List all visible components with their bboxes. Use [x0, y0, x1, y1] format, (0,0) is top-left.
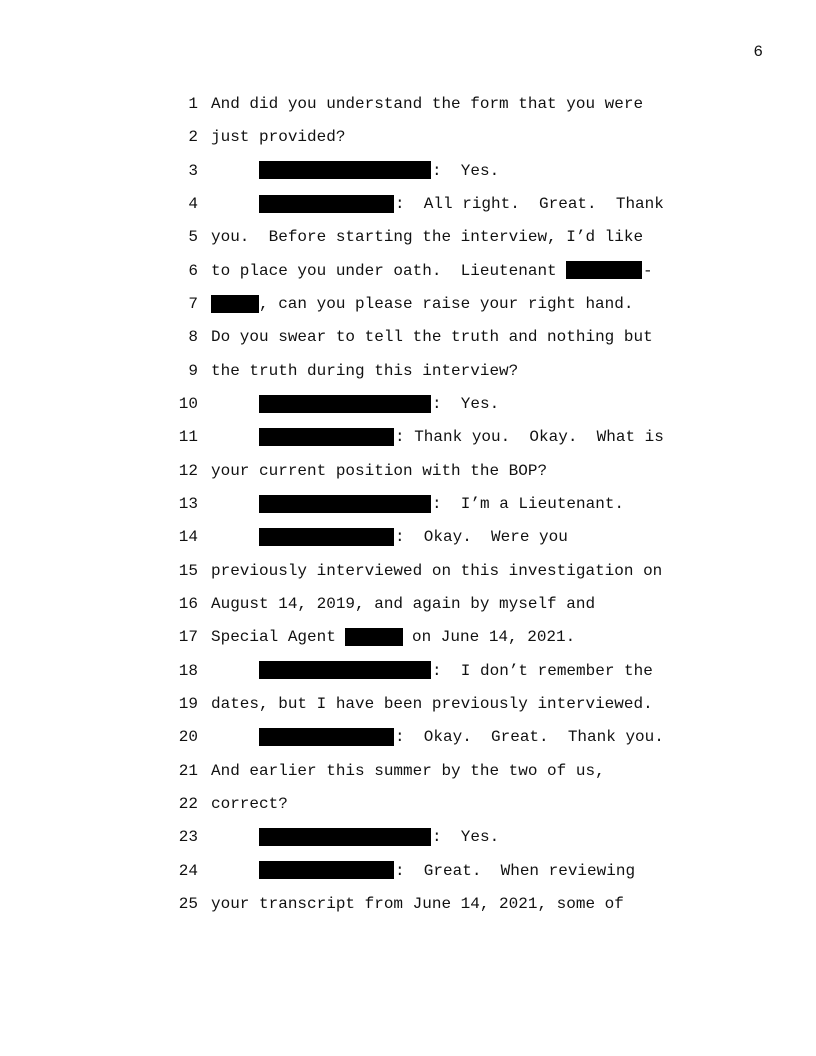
line-number: 4 [188, 195, 198, 213]
line-text: correct? [211, 795, 288, 813]
line-number: 20 [178, 728, 198, 746]
redaction-bar [259, 495, 431, 513]
line-number: 9 [188, 362, 198, 380]
redaction-bar [259, 828, 431, 846]
line-text: your transcript from June 14, 2021, some of [211, 895, 624, 913]
line-text: previously interviewed on this investigation on [211, 562, 663, 580]
line-text: just provided? [211, 128, 346, 146]
line-text: dates, but I have been previously interviewed. [211, 695, 653, 713]
line-number: 13 [178, 495, 198, 513]
redaction-bar [259, 395, 431, 413]
line-text: : Yes. [432, 828, 500, 846]
line-number: 2 [188, 128, 198, 146]
line-number: 12 [178, 462, 198, 480]
line-text: on June 14, 2021. [412, 628, 576, 646]
line-number: 6 [188, 262, 198, 280]
line-text: : I don’t remember the [432, 662, 653, 680]
line-text: - [643, 262, 653, 280]
redaction-bar [259, 161, 431, 179]
line-number: 10 [178, 395, 198, 413]
line-text: August 14, 2019, and again by myself and [211, 595, 596, 613]
line-text: the truth during this interview? [211, 362, 519, 380]
line-text: : Yes. [432, 395, 500, 413]
line-number: 18 [178, 662, 198, 680]
line-number: 19 [178, 695, 198, 713]
line-text: : Okay. Great. Thank you. [395, 728, 664, 746]
line-number: 21 [178, 762, 198, 780]
line-number: 1 [188, 95, 198, 113]
redaction-bar [259, 728, 394, 746]
line-text: to place you under oath. Lieutenant [211, 262, 557, 280]
line-number: 8 [188, 328, 198, 346]
line-text: : Thank you. Okay. What is [395, 428, 664, 446]
line-number: 17 [178, 628, 198, 646]
line-number: 14 [178, 528, 198, 546]
line-text: Do you swear to tell the truth and nothing but [211, 328, 653, 346]
line-number: 23 [178, 828, 198, 846]
line-number: 25 [178, 895, 198, 913]
redaction-bar [211, 295, 259, 313]
line-number: 3 [188, 162, 198, 180]
line-text: : Great. When reviewing [395, 862, 636, 880]
redaction-bar [259, 528, 394, 546]
line-text: Special Agent [211, 628, 336, 646]
line-number: 24 [178, 862, 198, 880]
line-text: you. Before starting the interview, I’d like [211, 228, 644, 246]
line-number: 22 [178, 795, 198, 813]
line-number: 7 [188, 295, 198, 313]
line-text: And did you understand the form that you were [211, 95, 644, 113]
line-number: 16 [178, 595, 198, 613]
redaction-bar [259, 428, 394, 446]
page-number: 6 [753, 43, 763, 61]
redaction-bar [259, 661, 431, 679]
line-text: : I’m a Lieutenant. [432, 495, 625, 513]
redaction-bar [259, 861, 394, 879]
redaction-bar [345, 628, 403, 646]
line-text: : All right. Great. Thank [395, 195, 664, 213]
redaction-bar [566, 261, 642, 279]
line-text: : Okay. Were you [395, 528, 568, 546]
line-text: your current position with the BOP? [211, 462, 548, 480]
line-number: 15 [178, 562, 198, 580]
line-text: , can you please raise your right hand. [259, 295, 634, 313]
line-number: 5 [188, 228, 198, 246]
line-text: : Yes. [432, 162, 500, 180]
line-text: And earlier this summer by the two of us, [211, 762, 605, 780]
redaction-bar [259, 195, 394, 213]
line-number: 11 [178, 428, 198, 446]
